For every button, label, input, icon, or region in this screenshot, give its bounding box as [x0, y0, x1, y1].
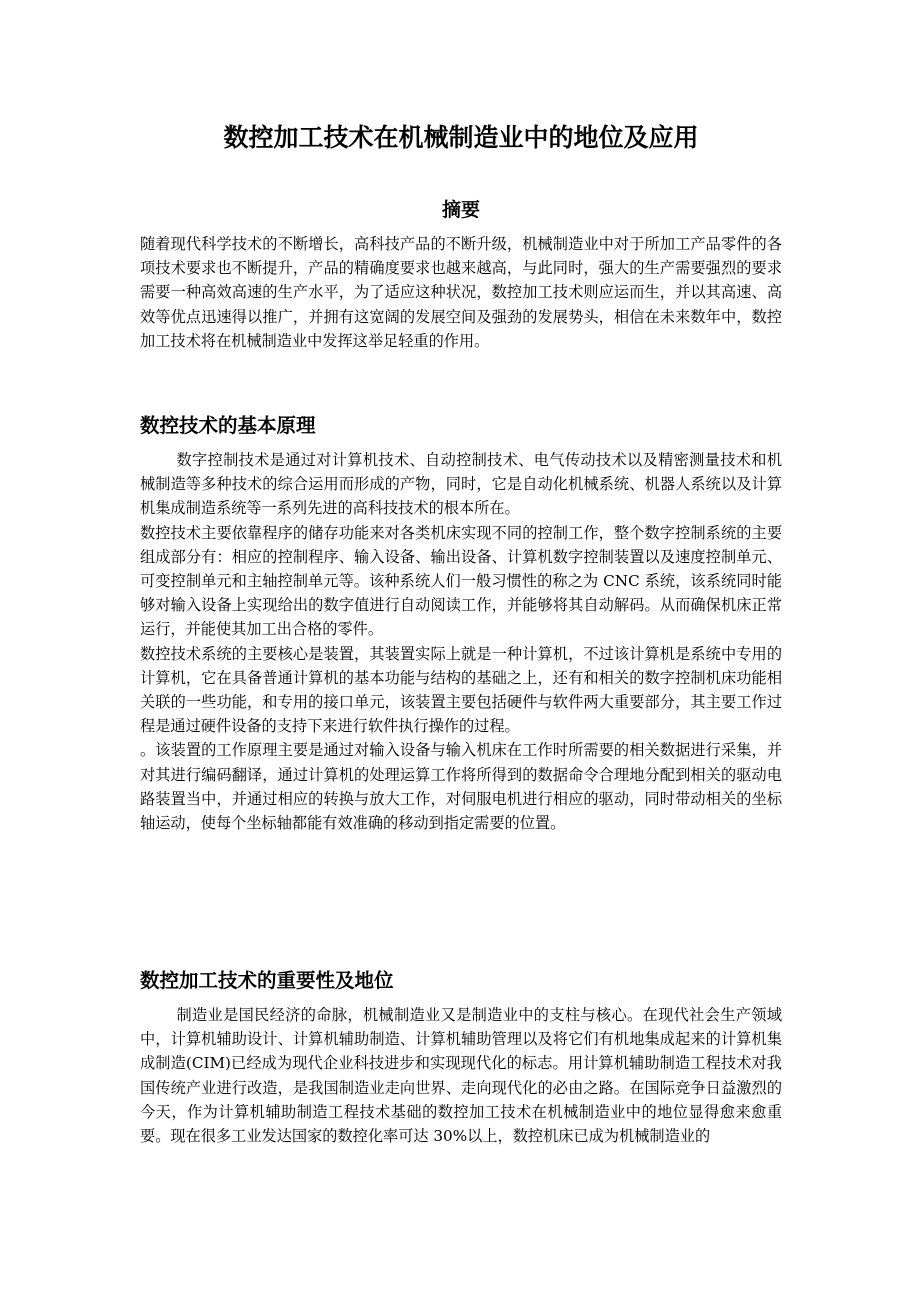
abstract-paragraph: 随着现代科学技术的不断增长，高科技产品的不断升级，机械制造业中对于所加工产品零件的各项技术要求也不断提升，产品的精确度要求也越来越高，与此同时，强大的生产需要强烈的要求需要一种高效高速的生产水平，为了适应这种状况，数控加工技术则应运而生，并以其高速、高效等优点迅速得以推广，并拥有这宽阔的发展空间及强劲的发展势头，相信在未来数年中，数控加工技术将在机械制造业中发挥这举足轻重的作用。	[140, 235, 782, 350]
section-body-principles	[140, 448, 782, 835]
section-heading-principles: 数控技术的基本原理	[140, 414, 316, 437]
section-heading-importance: 数控加工技术的重要性及地位	[140, 969, 394, 992]
document-title: 数控加工技术在机械制造业中的地位及应用	[223, 123, 699, 152]
paragraph: 数控技术主要依靠程序的储存功能来对各类机床实现不同的控制工作，整个数字控制系统的主要组成部分有：相应的控制程序、输入设备、输出设备、计算机数字控制装置以及速度控制单元、可变控制单元和主轴控制单元等。该种系统人们一般习惯性的称之为 CNC 系统，该系统同时能够对输入设备上实现给出的数字值进行自动阅读工作，并能够将其自动解码。从而确保机床正常运行，并能使其加工出合格的零件。	[140, 523, 782, 639]
paragraph: 。该装置的工作原理主要是通过对输入设备与输入机床在工作时所需要的相关数据进行采集，并对其进行编码翻译，通过计算机的处理运算工作将所得到的数据命令合理地分配到相关的驱动电路装置当中，并通过相应的转换与放大工作，对伺服电机进行相应的驱动，同时带动相关的坐标轴运动，使每个坐标轴都能有效准确的移动到指定需要的位置。	[140, 741, 782, 833]
paragraph: 制造业是国民经济的命脉，机械制造业又是制造业中的支柱与核心。在现代社会生产领域中，计算机辅助设计、计算机辅助制造、计算机辅助管理以及将它们有机地集成起来的计算机集成制造(CIM)已经成为现代企业科技进步和实现现代化的标志。用计算机辅助制造工程技术对我国传统产业进行改造，是我国制造业走向世界、走向现代化的必由之路。在国际竞争日益激烈的今天，作为计算机辅助制造工程技术基础的数控加工技术在机械制造业中的地位显得愈来愈重要。现在很多工业发达国家的数控化率可达 30%以上，数控机床已成为机械制造业的	[140, 1006, 782, 1146]
section-body-importance	[140, 1003, 782, 1148]
abstract-body	[140, 232, 782, 353]
paragraph: 数字控制技术是通过对计算机技术、自动控制技术、电气传动技术以及精密测量技术和机械制造等多种技术的综合运用而形成的产物，同时，它是自动化机械系统、机器人系统以及计算机集成制造系统等一系列先进的高科技技术的根本所在。	[140, 451, 782, 518]
paragraph: 数控技术系统的主要核心是装置，其装置实际上就是一种计算机，不过该计算机是系统中专用的计算机，它在具备普通计算机的基本功能与结构的基础之上，还有和相关的数字控制机床功能相关联的一些功能，和专用的接口单元，该装置主要包括硬件与软件两大重要部分，其主要工作过程是通过硬件设备的支持下来进行软件执行操作的过程。	[140, 644, 782, 736]
abstract-heading: 摘要	[441, 199, 480, 221]
